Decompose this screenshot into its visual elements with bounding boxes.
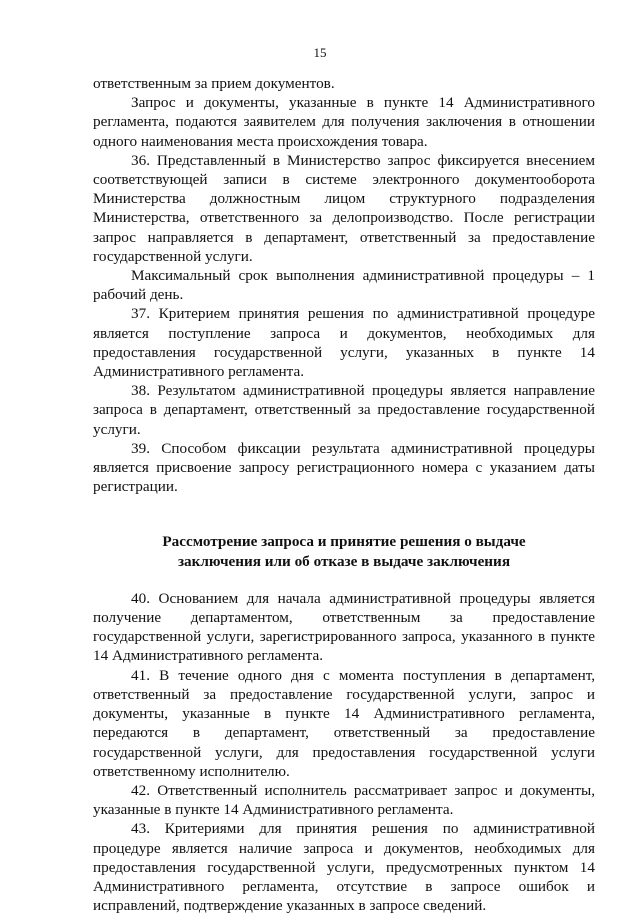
paragraph-38: 38. Результатом административной процедуры является направление запроса в департамент, ответственный за предоставление государственной услуги. [93,382,595,438]
section-heading-line: Рассмотрение запроса и принятие решения о выдаче [162,533,526,551]
paragraph-43: 43. Критериями для принятия решения по административной процедуре является наличие запроса и документов, необходимых для предоставления государственной услуги, предусмотренных пунктом 14 Административного регламента, отсутствие в запросе ошибок и исправлений, подтверждение указанных в запросе сведений. [93,820,595,915]
paragraph-36: 36. Представленный в Министерство запрос фиксируется внесением соответствующей записи в системе электронного документооборота Министерства должностным лицом структурного подразделения Министерства, ответственного за делопроизводство. После регистрации запрос направляется в департамент, ответственный за предоставление государственной услуги. [93,151,595,265]
paragraph-40: 40. Основанием для начала административной процедуры является получение департаментом, ответственным за предоставление государственной услуги, зарегистрированного запроса, указанного в пункте 14 Административного регламента. [93,589,595,665]
paragraph-continuation: ответственным за прием документов. [93,75,335,92]
paragraph: Запрос и документы, указанные в пункте 14 Административного регламента, подаются заявителем для получения заключения в отношении одного наименования места происхождения товара. [93,94,595,150]
paragraph-37: 37. Критерием принятия решения по административной процедуре является поступление запроса и документов, необходимых для предоставления государственной услуги, указанных в пункте 14 Административного регламента. [93,305,595,381]
page-number: 15 [313,45,327,60]
paragraph: Максимальный срок выполнения административной процедуры – 1 рабочий день. [93,267,595,304]
section-heading [93,532,595,570]
paragraph-42: 42. Ответственный исполнитель рассматривает запрос и документы, указанные в пункте 14 Административного регламента. [93,781,595,819]
paragraph-41: 41. В течение одного дня с момента поступления в департамент, ответственный за предоставление государственной услуги, запрос и документы, указанные в пункте 14 Административного регламента, передаются в департамент, ответственный за предоставление государственной услуги, для предоставления государственной услуги ответственному исполнителю. [93,666,595,780]
document-body [93,74,595,915]
section-heading-line: заключения или об отказе в выдаче заключения [177,552,511,570]
paragraph-39: 39. Способом фиксации результата административной процедуры является присвоение запросу регистрационного номера с указанием даты регистрации. [93,439,595,496]
